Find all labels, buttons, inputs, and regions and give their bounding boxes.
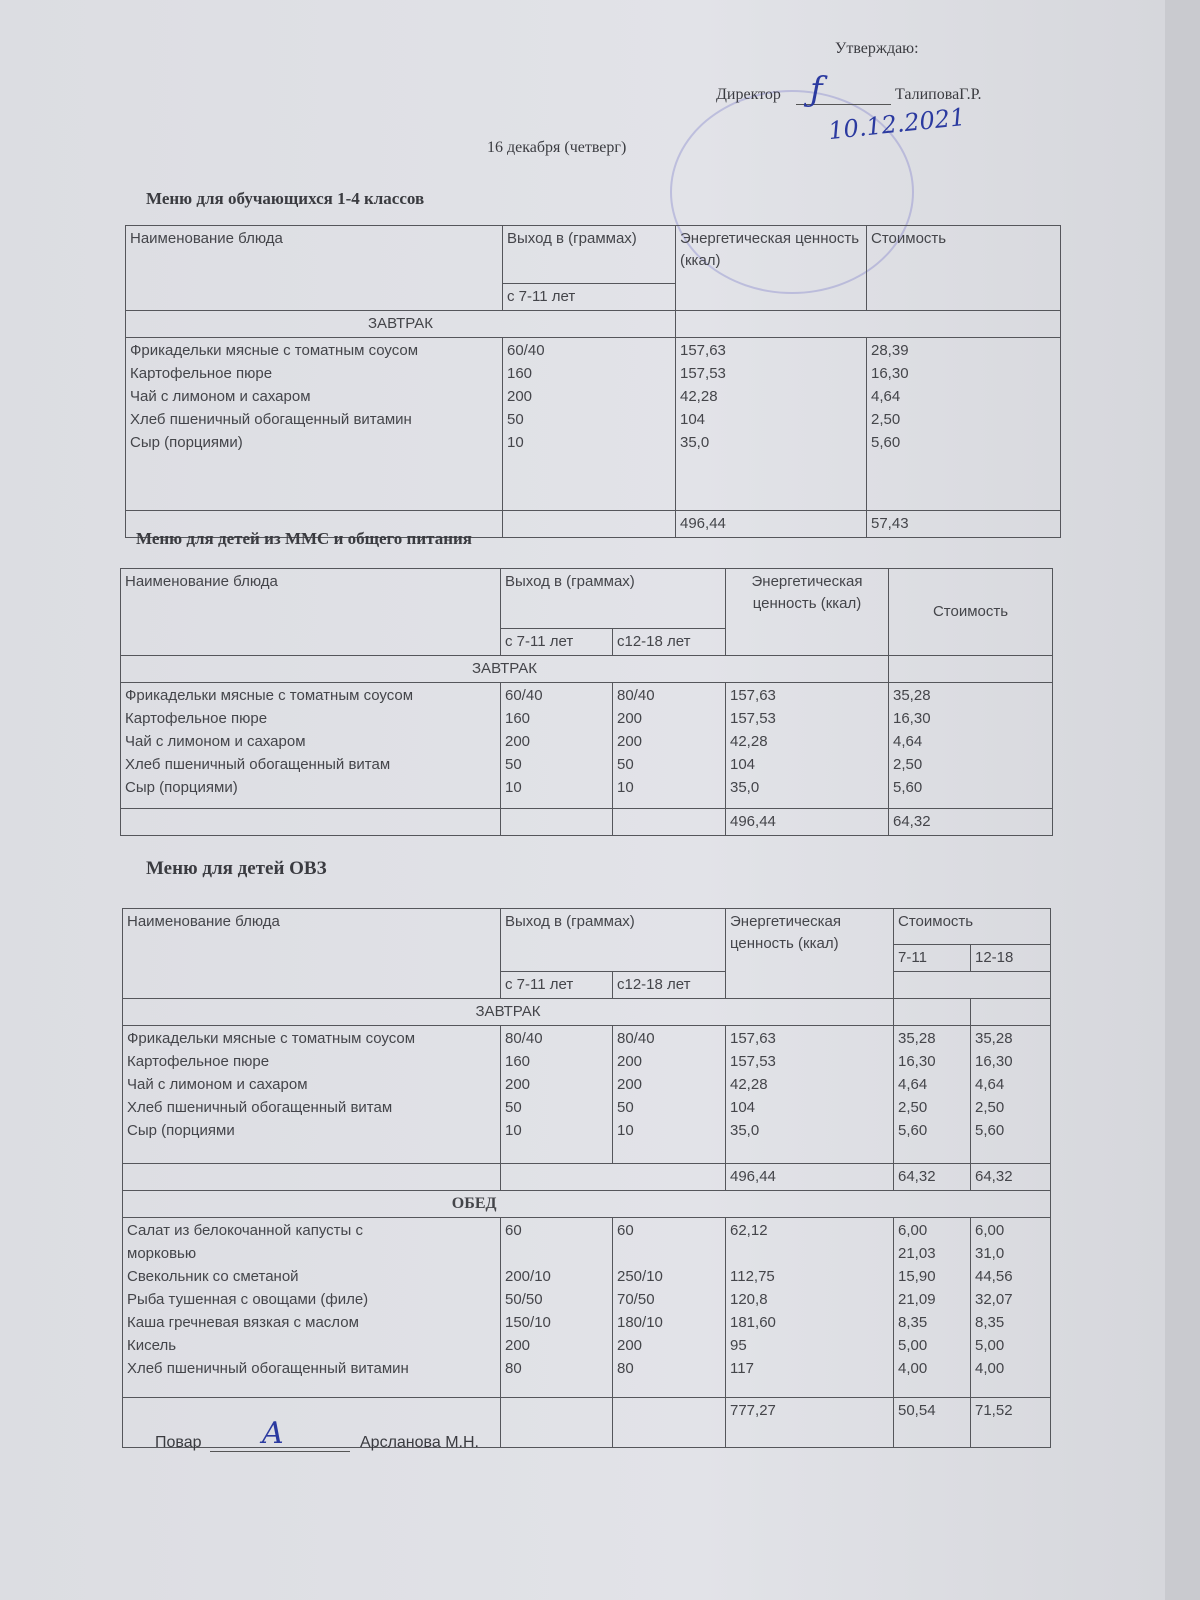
- cell-line: 42,28: [730, 733, 768, 750]
- cell-line: Хлеб пшеничный обогащенный витамин: [127, 1360, 409, 1377]
- cell-line: 35,0: [730, 1122, 760, 1139]
- cell-line: 160: [505, 1053, 531, 1070]
- lunch-dish-names: [123, 1218, 501, 1398]
- cell-line: 200/10: [505, 1268, 551, 1285]
- cell-line: 70/50: [617, 1291, 655, 1308]
- header-output: Выход в (граммах): [503, 226, 676, 284]
- breakfast-outputs-12-18: [613, 1026, 726, 1164]
- cell-line: 60/40: [505, 687, 543, 704]
- cook-signature-line: [210, 1451, 350, 1452]
- cell-line: 160: [505, 710, 531, 727]
- cell-line: 4,64: [871, 388, 901, 405]
- dish-energy: [676, 338, 867, 511]
- header-energy: Энергетическая ценность (ккал): [726, 569, 889, 656]
- lunch-total-cost-7-11: 50,54: [894, 1398, 971, 1448]
- cell-line: 6,00: [898, 1222, 928, 1239]
- dish-energy: [726, 683, 889, 809]
- signature-date: 10.12.2021: [826, 102, 967, 146]
- director-name: ТалиповаГ.Р.: [895, 86, 982, 103]
- breakfast-dish-names: [123, 1026, 501, 1164]
- cell-line: Сыр (порциями): [125, 779, 238, 796]
- dish-costs: [867, 338, 1061, 511]
- breakfast-total-cost-12-18: 64,32: [971, 1164, 1051, 1191]
- cell-line: 50/50: [505, 1291, 543, 1308]
- header-age-12-18: с12-18 лет: [613, 972, 726, 999]
- header-cost-7-11: 7-11: [894, 945, 971, 972]
- approve-label: Утверждаю:: [835, 40, 919, 57]
- director-label: Директор: [716, 86, 781, 103]
- cell-line: 117: [730, 1360, 754, 1377]
- cell-line: 6,00: [975, 1222, 1005, 1239]
- cell-line: 8,35: [975, 1314, 1005, 1331]
- cell-line: 200: [505, 1337, 531, 1354]
- cell-line: 150/10: [505, 1314, 551, 1331]
- cell-line: 10: [505, 779, 522, 796]
- header-name: Наименование блюда: [121, 569, 501, 656]
- cell-line: 5,60: [975, 1122, 1005, 1139]
- cell-line: Фрикадельки мясные с томатным соусом: [127, 1030, 416, 1047]
- cell-line: Хлеб пшеничный обогащенный витамин: [130, 411, 412, 428]
- cell-line: 28,39: [871, 342, 909, 359]
- cell-line: 200: [505, 1076, 531, 1093]
- cell-line: 4,64: [975, 1076, 1005, 1093]
- breakfast-total-cost-7-11: 64,32: [894, 1164, 971, 1191]
- cell-line: 44,56: [975, 1268, 1013, 1285]
- cell-line: 21,03: [898, 1245, 936, 1262]
- total-energy: 496,44: [726, 809, 889, 836]
- cell-line: Хлеб пшеничный обогащенный витам: [127, 1099, 393, 1116]
- cell-line: 50: [505, 756, 522, 773]
- table2-title: Меню для детей из ММС и общего питания: [136, 529, 472, 548]
- paper-edge: [1165, 0, 1200, 1600]
- cell-line: 16,30: [898, 1053, 936, 1070]
- cell-line: 10: [617, 1122, 634, 1139]
- cell-line: Фрикадельки мясные с томатным соусом: [130, 342, 419, 359]
- cook-signature: A: [262, 1416, 284, 1451]
- cell-line: 32,07: [975, 1291, 1013, 1308]
- total-energy: 496,44: [676, 511, 867, 538]
- cell-line: 2,50: [871, 411, 901, 428]
- cell-line: 16,30: [893, 710, 931, 727]
- cell-line: 10: [507, 434, 524, 451]
- dish-names: [121, 683, 501, 809]
- cell-line: 157,63: [730, 687, 776, 704]
- header-cost: Стоимость: [894, 909, 1051, 945]
- cell-line: 2,50: [893, 756, 923, 773]
- section-breakfast: ЗАВТРАК: [123, 999, 894, 1026]
- cell-line: 157,63: [730, 1030, 776, 1047]
- cell-line: 2,50: [898, 1099, 928, 1116]
- header-age-12-18: с12-18 лет: [613, 629, 726, 656]
- cell-line: Картофельное пюре: [127, 1053, 270, 1070]
- cell-line: 16,30: [975, 1053, 1013, 1070]
- cell-line: 104: [730, 756, 756, 773]
- cell-line: 200: [617, 710, 643, 727]
- cell-line: 80/40: [617, 687, 655, 704]
- cell-line: 181,60: [730, 1314, 776, 1331]
- cook-name: Арсланова М.Н.: [360, 1434, 479, 1451]
- header-age-7-11: с 7-11 лет: [501, 629, 613, 656]
- cell-line: 157,53: [730, 710, 776, 727]
- cell-line: Чай с лимоном и сахаром: [125, 733, 306, 750]
- cell-line: 157,63: [680, 342, 726, 359]
- cell-line: 80/40: [617, 1030, 655, 1047]
- header-cost: Стоимость: [867, 226, 1061, 311]
- menu-table-3: [122, 908, 1051, 1448]
- cell-line: 4,64: [898, 1076, 928, 1093]
- cell-line: 4,64: [893, 733, 923, 750]
- cell-line: Салат из белокочанной капусты с: [127, 1222, 363, 1239]
- cell-line: [617, 1243, 721, 1266]
- cell-line: 8,35: [898, 1314, 928, 1331]
- lunch-total-energy: 777,27: [726, 1398, 894, 1448]
- cell-line: Рыба тушенная с овощами (филе): [127, 1291, 369, 1308]
- table3-title: Меню для детей ОВЗ: [146, 858, 327, 879]
- dish-costs: [889, 683, 1053, 809]
- cell-line: [505, 1243, 608, 1266]
- cell-line: 5,60: [893, 779, 923, 796]
- lunch-total-cost-12-18: 71,52: [971, 1398, 1051, 1448]
- breakfast-costs-12-18: [971, 1026, 1051, 1164]
- cell-line: Кисель: [127, 1337, 177, 1354]
- cell-line: 60: [505, 1222, 522, 1239]
- cell-line: 35,28: [893, 687, 931, 704]
- cook-label: Повар: [155, 1434, 202, 1451]
- cell-line: Чай с лимоном и сахаром: [130, 388, 311, 405]
- dish-names: [126, 338, 503, 511]
- section-breakfast: ЗАВТРАК: [121, 656, 889, 683]
- cell-line: 4,00: [975, 1360, 1005, 1377]
- total-cost: 64,32: [889, 809, 1053, 836]
- cell-line: [730, 1243, 889, 1266]
- cell-line: 200: [505, 733, 531, 750]
- cell-line: Картофельное пюре: [130, 365, 273, 382]
- cell-line: 35,28: [975, 1030, 1013, 1047]
- header-energy: Энергетическая ценность (ккал): [726, 909, 894, 999]
- cell-line: 5,00: [898, 1337, 928, 1354]
- cell-line: 157,53: [680, 365, 726, 382]
- header-output: Выход в (граммах): [501, 909, 726, 972]
- cell-line: 160: [507, 365, 533, 382]
- table1-title: Меню для обучающихся 1-4 классов: [146, 189, 425, 208]
- cell-line: 5,00: [975, 1337, 1005, 1354]
- cell-line: 35,0: [730, 779, 760, 796]
- cell-line: 157,53: [730, 1053, 776, 1070]
- cell-line: 200: [617, 1337, 643, 1354]
- cell-line: 60/40: [507, 342, 545, 359]
- cell-line: 62,12: [730, 1222, 768, 1239]
- dish-outputs-12-18: [613, 683, 726, 809]
- lunch-outputs-7-11: [501, 1218, 613, 1398]
- cell-line: Сыр (порциями: [127, 1122, 235, 1139]
- cell-line: 21,09: [898, 1291, 936, 1308]
- lunch-outputs-12-18: [613, 1218, 726, 1398]
- lunch-costs-12-18: [971, 1218, 1051, 1398]
- cell-line: 200: [507, 388, 533, 405]
- lunch-costs-7-11: [894, 1218, 971, 1398]
- cell-line: 95: [730, 1337, 747, 1354]
- breakfast-total-energy: 496,44: [726, 1164, 894, 1191]
- cell-line: 42,28: [680, 388, 718, 405]
- cell-line: Каша гречневая вязкая с маслом: [127, 1314, 359, 1331]
- cell-line: 10: [505, 1122, 522, 1139]
- cell-line: Свекольник со сметаной: [127, 1268, 299, 1285]
- cell-line: 31,0: [975, 1245, 1005, 1262]
- cell-line: Картофельное пюре: [125, 710, 268, 727]
- menu-table-2: [120, 568, 1053, 836]
- breakfast-energy: [726, 1026, 894, 1164]
- cell-line: 80: [617, 1360, 634, 1377]
- director-signature: ƒ: [810, 70, 823, 110]
- total-cost: 57,43: [867, 511, 1061, 538]
- cell-line: 120,8: [730, 1291, 768, 1308]
- cell-line: 80: [505, 1360, 522, 1377]
- header-energy: Энергетическая ценность (ккал): [676, 226, 867, 311]
- cell-line: 10: [617, 779, 634, 796]
- cell-line: 15,90: [898, 1268, 936, 1285]
- menu-table-1: [125, 225, 1061, 538]
- cell-line: Хлеб пшеничный обогащенный витам: [125, 756, 391, 773]
- dish-outputs-7-11: [501, 683, 613, 809]
- header-cost: Стоимость: [889, 569, 1053, 656]
- cell-line: 2,50: [975, 1099, 1005, 1116]
- dish-outputs: [503, 338, 676, 511]
- cell-line: 80/40: [505, 1030, 543, 1047]
- breakfast-outputs-7-11: [501, 1026, 613, 1164]
- cell-line: 104: [730, 1099, 756, 1116]
- cell-line: 5,60: [898, 1122, 928, 1139]
- header-age: с 7-11 лет: [503, 284, 676, 311]
- breakfast-costs-7-11: [894, 1026, 971, 1164]
- header-name: Наименование блюда: [126, 226, 503, 311]
- cell-line: 42,28: [730, 1076, 768, 1093]
- cell-line: 50: [617, 1099, 634, 1116]
- cell-line: 35,28: [898, 1030, 936, 1047]
- cell-line: 16,30: [871, 365, 909, 382]
- section-lunch: ОБЕД: [123, 1191, 501, 1218]
- cell-line: 4,00: [898, 1360, 928, 1377]
- cell-line: 50: [505, 1099, 522, 1116]
- cell-line: 200: [617, 1053, 643, 1070]
- cell-line: 112,75: [730, 1268, 775, 1285]
- cell-line: 60: [617, 1222, 634, 1239]
- header-name: Наименование блюда: [123, 909, 501, 999]
- cell-line: 104: [680, 411, 706, 428]
- cell-line: 5,60: [871, 434, 901, 451]
- header-age-7-11: с 7-11 лет: [501, 972, 613, 999]
- cell-line: 180/10: [617, 1314, 663, 1331]
- section-breakfast: ЗАВТРАК: [126, 311, 676, 338]
- header-cost-12-18: 12-18: [971, 945, 1051, 972]
- menu-date: 16 декабря (четверг): [487, 139, 627, 156]
- cell-line: 200: [617, 1076, 643, 1093]
- cell-line: Фрикадельки мясные с томатным соусом: [125, 687, 414, 704]
- cell-line: 50: [507, 411, 524, 428]
- cell-line: 50: [617, 756, 634, 773]
- cell-line: 35,0: [680, 434, 710, 451]
- lunch-energy: [726, 1218, 894, 1398]
- header-output: Выход в (граммах): [501, 569, 726, 629]
- cell-line: 250/10: [617, 1268, 663, 1285]
- cell-line: Сыр (порциями): [130, 434, 243, 451]
- cell-line: морковью: [127, 1245, 197, 1262]
- cell-line: Чай с лимоном и сахаром: [127, 1076, 308, 1093]
- cell-line: 200: [617, 733, 643, 750]
